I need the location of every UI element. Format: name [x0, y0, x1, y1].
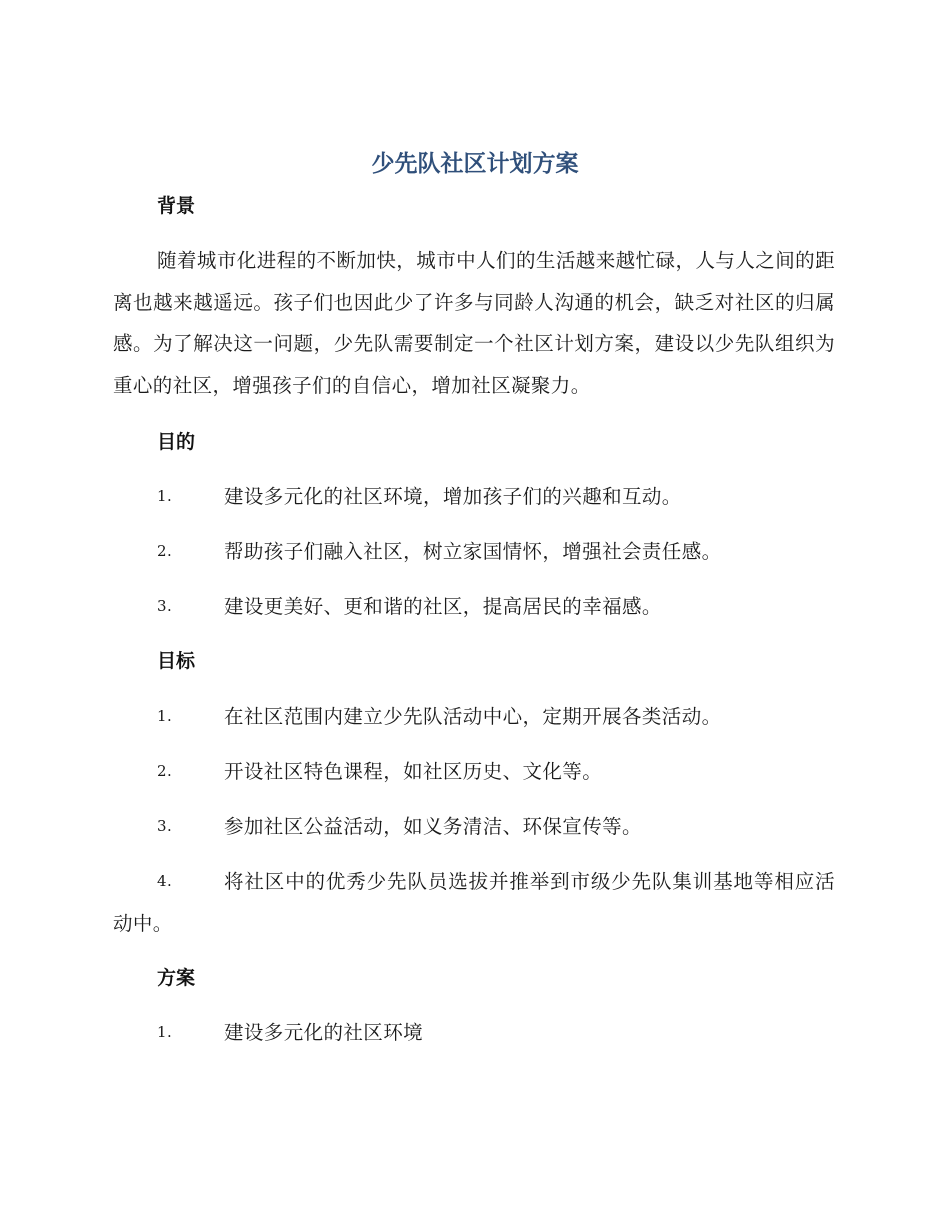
document-title: 少先队社区计划方案 [371, 151, 579, 177]
list-text: 建设更美好、更和谐的社区，提高居民的幸福感。 [224, 595, 662, 618]
list-text: 参加社区公益活动，如义务清洁、环保宣传等。 [224, 815, 642, 838]
list-text: 建设多元化的社区环境 [224, 1021, 424, 1044]
list-number: 1. [157, 487, 173, 505]
list-number: 2. [157, 762, 173, 780]
section-heading-goals: 目标 [157, 650, 196, 672]
list-number: 1. [157, 1023, 173, 1041]
purpose-list-item [113, 586, 835, 628]
section-heading-purpose: 目的 [157, 431, 196, 453]
goals-list-item [113, 751, 835, 793]
list-text: 在社区范围内建立少先队活动中心，定期开展各类活动。 [224, 705, 722, 728]
list-number: 1. [157, 707, 173, 725]
list-number: 4. [157, 872, 173, 890]
list-number: 3. [157, 597, 173, 615]
list-text: 将社区中的优秀少先队员选拔并推举到市级少先队集训基地等相应活动中。 [113, 870, 835, 935]
goals-list-item [113, 806, 835, 848]
section-heading-plan: 方案 [157, 967, 196, 989]
purpose-list-item [113, 476, 835, 518]
goals-list-item [113, 696, 835, 738]
list-number: 3. [157, 817, 173, 835]
background-paragraph: 随着城市化进程的不断加快，城市中人们的生活越来越忙碌，人与人之间的距离也越来越遥远。孩子们也因此少了许多与同龄人沟通的机会，缺乏对社区的归属感。为了解决这一问题，少先队需要制定一个社区计划方案，建设以少先队组织为重心的社区，增强孩子们的自信心，增加社区凝聚力。 [113, 249, 835, 397]
list-text: 建设多元化的社区环境，增加孩子们的兴趣和互动。 [224, 485, 682, 508]
goals-list-item [113, 861, 835, 944]
list-number: 2. [157, 542, 173, 560]
list-text: 开设社区特色课程，如社区历史、文化等。 [224, 760, 603, 783]
purpose-list-item [113, 531, 835, 573]
section-heading-background: 背景 [157, 195, 196, 217]
plan-list-item [113, 1012, 835, 1054]
list-text: 帮助孩子们融入社区，树立家国情怀，增强社会责任感。 [224, 540, 722, 563]
